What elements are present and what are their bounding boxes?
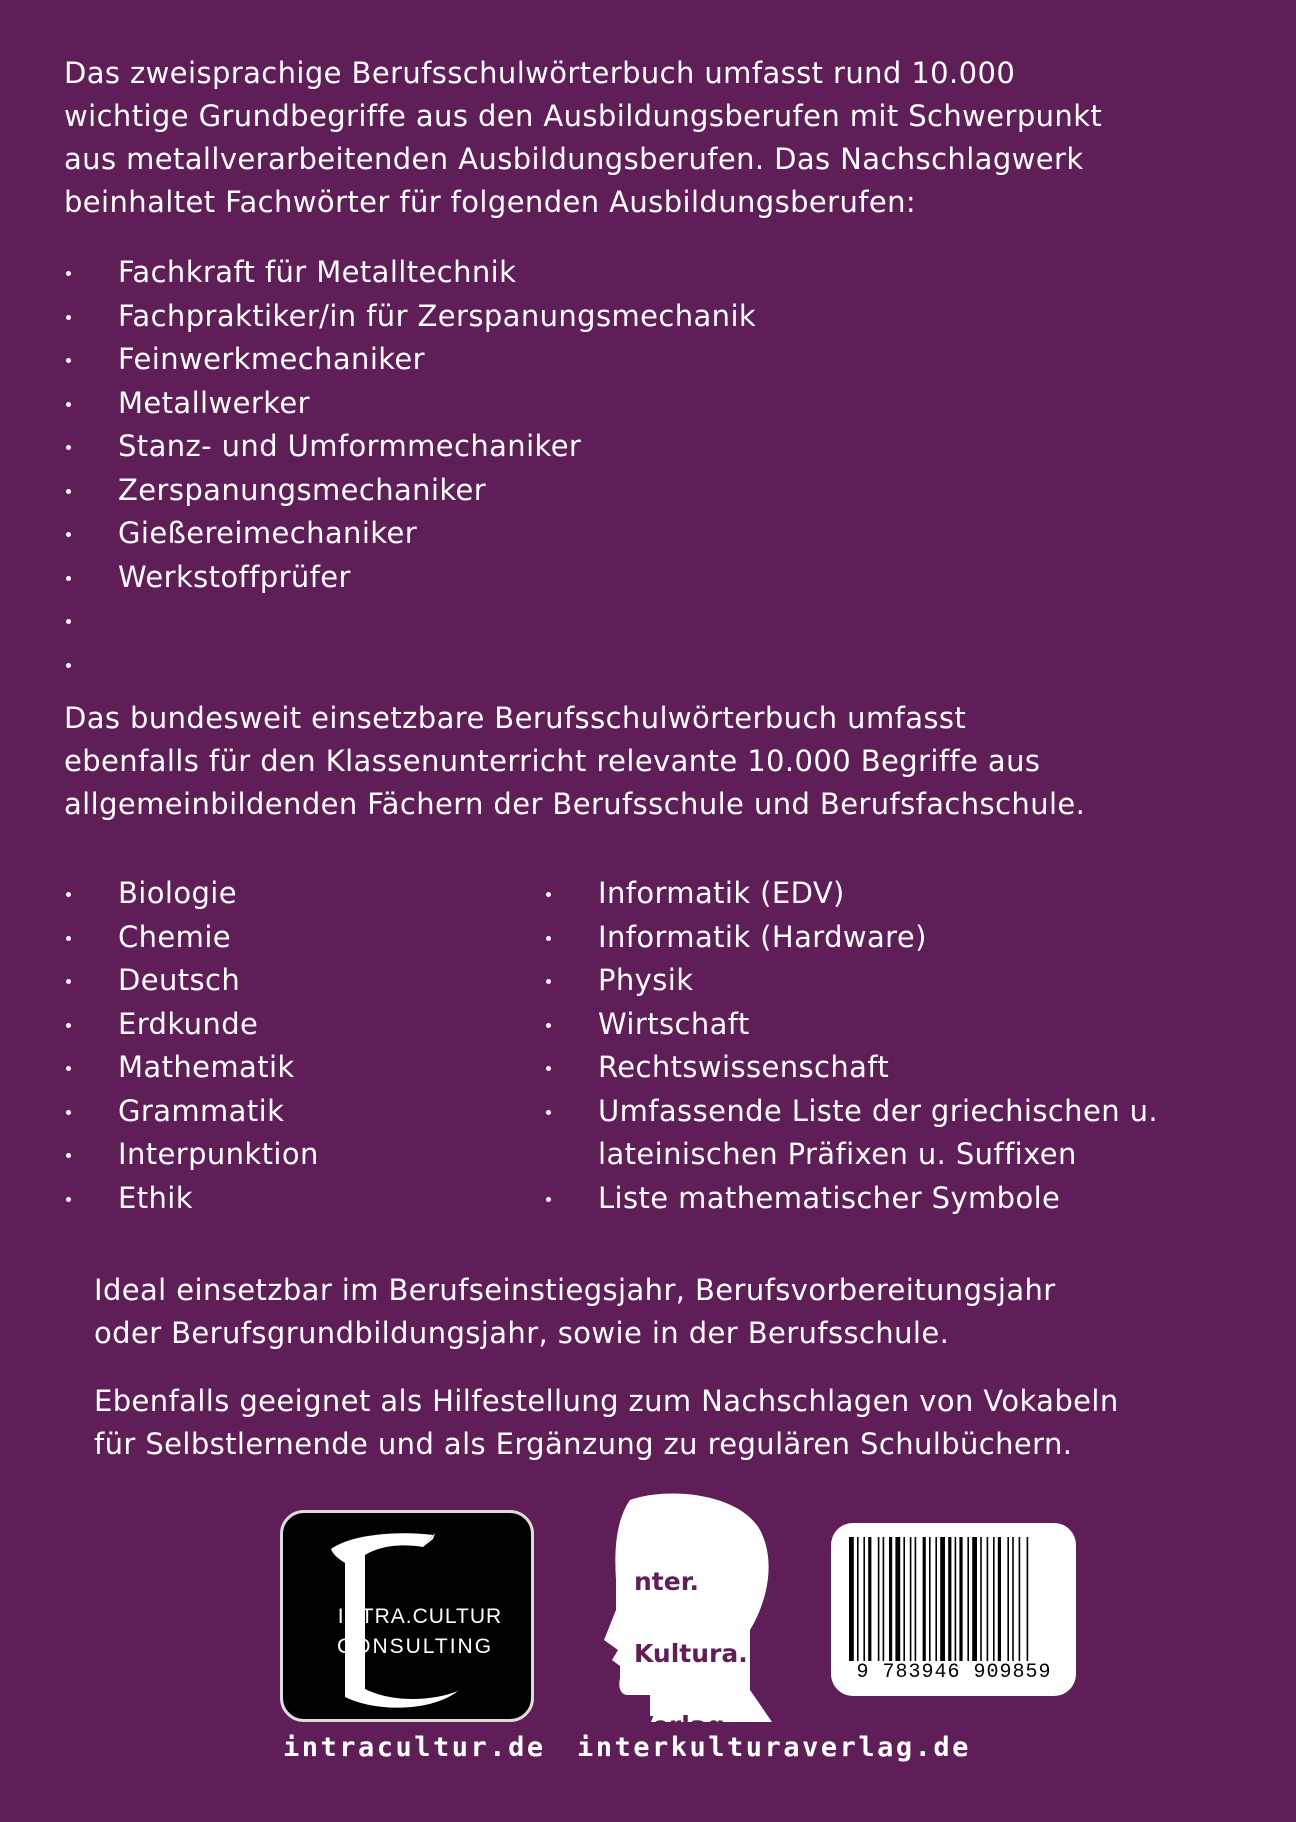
profession-item: Fachpraktiker/in für Zerspanungsmechanik: [64, 295, 756, 339]
barcode-bar: [895, 1537, 900, 1661]
interkultura-url[interactable]: interkulturaverlag.de: [577, 1732, 971, 1763]
barcode-bar: [967, 1537, 969, 1661]
subject-item: Rechtswissenschaft: [544, 1046, 1158, 1090]
barcode-bar: [1012, 1537, 1014, 1661]
subject-item: Chemie: [64, 916, 319, 960]
barcode-bar: [980, 1537, 982, 1661]
barcode-bar: [868, 1537, 871, 1661]
profession-item: Fachkraft für Metalltechnik: [64, 251, 756, 295]
subject-list-left: [64, 872, 319, 1220]
barcode-bar: [987, 1537, 989, 1661]
barcode-bar: [998, 1537, 1001, 1661]
barcode-bar: [923, 1537, 926, 1661]
profession-item: Zerspanungsmechaniker: [64, 469, 756, 513]
suitability-paragraph: Ebenfalls geeignet als Hilfestellung zum Nachschlagen von Vokabeln für Selbstlernende und als Ergänzung zu regulären Schulbüchern.: [94, 1384, 1119, 1461]
barcode-bar: [889, 1537, 892, 1661]
intracultur-url[interactable]: intracultur.de: [283, 1732, 546, 1763]
barcode-bar: [857, 1537, 859, 1661]
profession-item: [64, 643, 756, 687]
subject-item: Informatik (EDV): [544, 872, 1158, 916]
barcode-bar: [883, 1537, 885, 1661]
subject-item: Wirtschaft: [544, 1003, 1158, 1047]
barcode-bar: [959, 1537, 962, 1661]
barcode-bar: [1027, 1537, 1029, 1661]
isbn-number: 9 783946 909859: [856, 1661, 1052, 1684]
intracultur-logo-line1: INTRA.CULTUR: [337, 1605, 503, 1628]
general-subjects-paragraph: Das bundesweit einsetzbare Berufsschulwörterbuch umfasst ebenfalls für den Klassenunterricht relevante 10.000 Begriffe aus allgemeinbildenden Fächern der Berufsschule und Berufsfachschule.: [64, 701, 1086, 821]
usage-paragraph: Ideal einsetzbar im Berufseinstiegsjahr, Berufsvorbereitungsjahr oder Berufsgrundbildungsjahr, sowie in der Berufsschule.: [94, 1273, 1056, 1350]
profession-item: Feinwerkmechaniker: [64, 338, 756, 382]
interkultura-logo: [590, 1490, 790, 1740]
barcode-bar: [910, 1537, 912, 1661]
interkultura-line-1: nter.: [634, 1567, 699, 1596]
profession-item: Werkstoffprüfer: [64, 556, 756, 600]
barcode-bar: [878, 1537, 880, 1661]
profession-item: Gießereimechaniker: [64, 512, 756, 556]
subject-list-right: [544, 872, 1158, 1220]
barcode-bar: [972, 1537, 977, 1661]
profession-item: Stanz- und Umformmechaniker: [64, 425, 756, 469]
barcode-bar: [863, 1537, 865, 1661]
isbn-barcode: [831, 1523, 1076, 1696]
barcode-bar: [955, 1537, 957, 1661]
profession-item: Metallwerker: [64, 382, 756, 426]
barcode-bar: [1019, 1537, 1021, 1661]
subject-item: Deutsch: [64, 959, 319, 1003]
barcode-bar: [915, 1537, 917, 1661]
intracultur-logo-line2: CONSULTING: [336, 1635, 494, 1658]
barcode-bar: [929, 1537, 931, 1661]
barcode-bar: [948, 1537, 951, 1661]
subject-item: Interpunktion: [64, 1133, 319, 1177]
barcode-bar: [935, 1537, 937, 1661]
barcode-bar: [993, 1537, 995, 1661]
profession-list: [64, 251, 756, 686]
subject-item: Ethik: [64, 1177, 319, 1221]
subject-item: Biologie: [64, 872, 319, 916]
profession-item: [64, 599, 756, 643]
subject-item: Mathematik: [64, 1046, 319, 1090]
subject-item: Umfassende Liste der griechischen u. lateinischen Präfixen u. Suffixen: [544, 1090, 1158, 1177]
barcode-bar: [940, 1537, 945, 1661]
subject-item: Liste mathematischer Symbole: [544, 1177, 1158, 1221]
barcode-bar: [849, 1537, 854, 1661]
interkultura-line-3: Verlag.: [634, 1711, 735, 1740]
subject-item: Physik: [544, 959, 1158, 1003]
subject-item: Grammatik: [64, 1090, 319, 1134]
subject-item: Erdkunde: [64, 1003, 319, 1047]
barcode-bar: [1007, 1537, 1009, 1661]
barcode-bar: [903, 1537, 905, 1661]
subject-item: Informatik (Hardware): [544, 916, 1158, 960]
intro-paragraph: Das zweisprachige Berufsschulwörterbuch umfasst rund 10.000 wichtige Grundbegriffe aus den Ausbildungsberufen mit Schwerpunkt aus metallverarbeitenden Ausbildungsberufen. Das Nachschlagwerk beinhaltet Fachwörter für folgenden Ausbildungsberufen:: [64, 56, 1103, 219]
intracultur-logo: [280, 1510, 534, 1722]
interkultura-line-2: Kultura.: [634, 1639, 748, 1668]
